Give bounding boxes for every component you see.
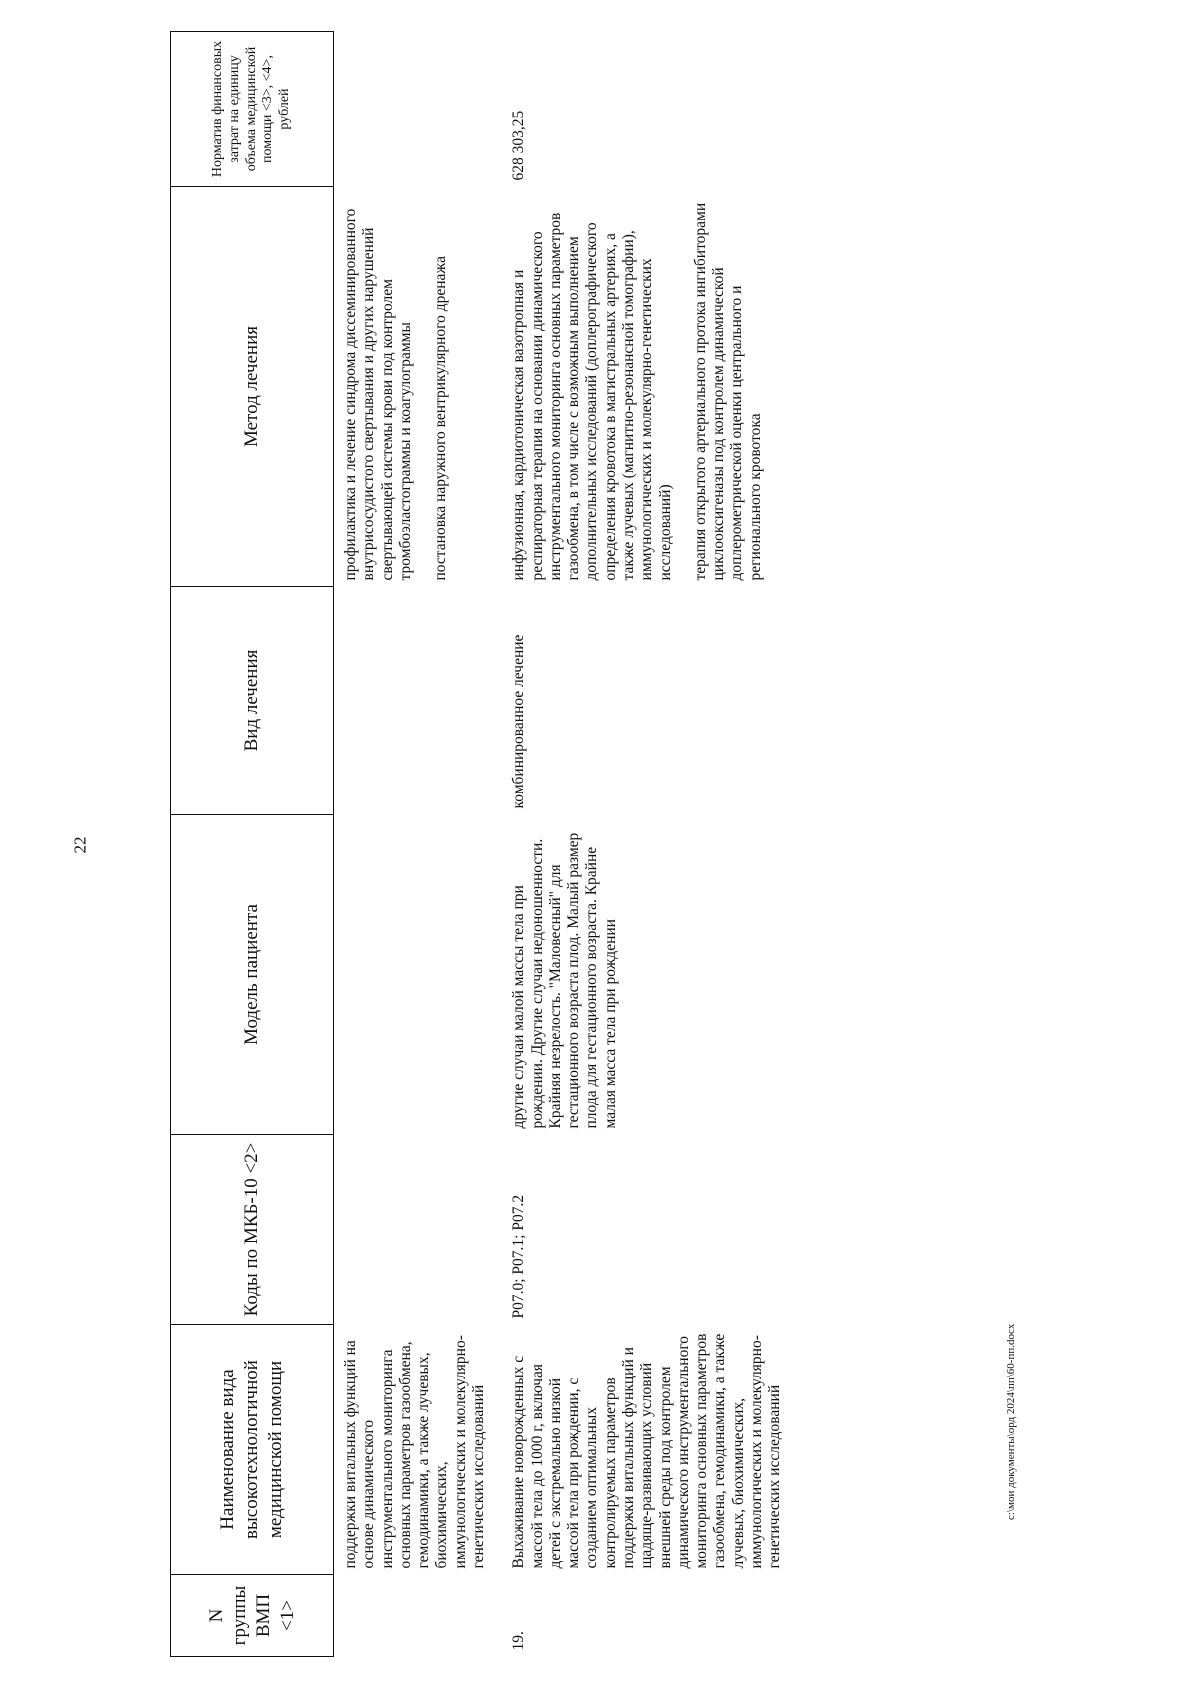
cell-treatment-type: [334, 587, 503, 815]
cell-vmp-name: Выхаживание новорожденных с массой тела до 1000 г, включая детей с экстремально низкой массой тела при рождении, с созданием оптимальных контролируемых параметров поддержки витальных функций и щадяще-развивающих условий внешней среды под контролем динамического инструментального мониторинга основных параметров газообмена, гемодинамики, а также лучевых, биохимических, иммунологических и молекулярно-генетических исследований: [510, 1333, 784, 1569]
method-paragraph: профилактика и лечение синдрома диссеминированного внутрисосудистого свертывания и других нарушений свертывающей системы крови под контролем тромбоэластограммы и коагулограммы: [342, 208, 414, 581]
cell-icd-codes: [334, 1135, 503, 1325]
method-paragraph: терапия открытого артериального протока ингибиторами циклооксигеназы под контролем динамической доплерометрической оценки центрального и регионального кровотока: [691, 202, 764, 581]
cell-group-number: 19.: [510, 1631, 528, 1651]
cell-patient-model: [334, 815, 503, 1135]
method-paragraph: инфузионная, кардиотоническая вазотропная и респираторная терапия на основании динамического инструментального мониторинга основных параметров газообмена, в том числе с возможным выполнением дополнительных исследований (доплерографического определения кровотока в магистральных артериях, а также лучевых (магнитно-резонансной томографии), иммунологических и молекулярно-генетических исследований): [510, 212, 674, 581]
cell-cost-standard: [334, 32, 503, 187]
page-number: 22: [70, 836, 90, 854]
method-paragraph: постановка наружного вентрикулярного дренажа: [432, 255, 450, 581]
cell-treatment-method: [502, 187, 798, 587]
cell-icd-codes: P07.0; P07.1; P07.2: [510, 1194, 528, 1319]
footer-file-path: c:\мои документы\орд 2024\пп\60-пп.docx: [1005, 1323, 1017, 1520]
cell-cost-standard: 628 303,25: [510, 110, 528, 181]
cell-treatment-method: [334, 187, 503, 587]
header-patient-model: Модель пациента: [171, 815, 334, 1135]
header-cost-standard: Норматив финансовых затрат на единицу объема медицинской помощи <3>, <4>, рублей: [171, 32, 334, 187]
cell-patient-model: другие случаи малой массы тела при рождении. Другие случаи недоношенности. Крайняя незрелость. "Маловесный" для гестационного возраста плод. Малый размер плода для гестационного возраста. Крайне малая масса тела при рождении: [510, 832, 619, 1129]
header-treatment-method: Метод лечения: [171, 187, 334, 587]
cell-group-number: [334, 1575, 503, 1657]
table-header-row: [171, 32, 334, 1657]
cell-vmp-name: поддержки витальных функций на основе динамического инструментального мониторинга основных параметров газообмена, гемодинамики, а также лучевых, биохимических, иммунологических и молекулярно-генетических исследований: [342, 1335, 487, 1569]
table-row: [334, 32, 503, 1657]
cell-treatment-type: комбинированное лечение: [510, 634, 528, 809]
header-icd-codes: Коды по МКБ-10 <2>: [171, 1135, 334, 1325]
header-vmp-name: Наименование вида высокотехнологичной медицинской помощи: [171, 1325, 334, 1575]
vmp-table: [170, 31, 798, 1657]
header-treatment-type: Вид лечения: [171, 587, 334, 815]
table-row: [502, 32, 798, 1657]
rotated-page: [170, 32, 1190, 1657]
header-group-number: N группы ВМП <1>: [171, 1575, 334, 1657]
